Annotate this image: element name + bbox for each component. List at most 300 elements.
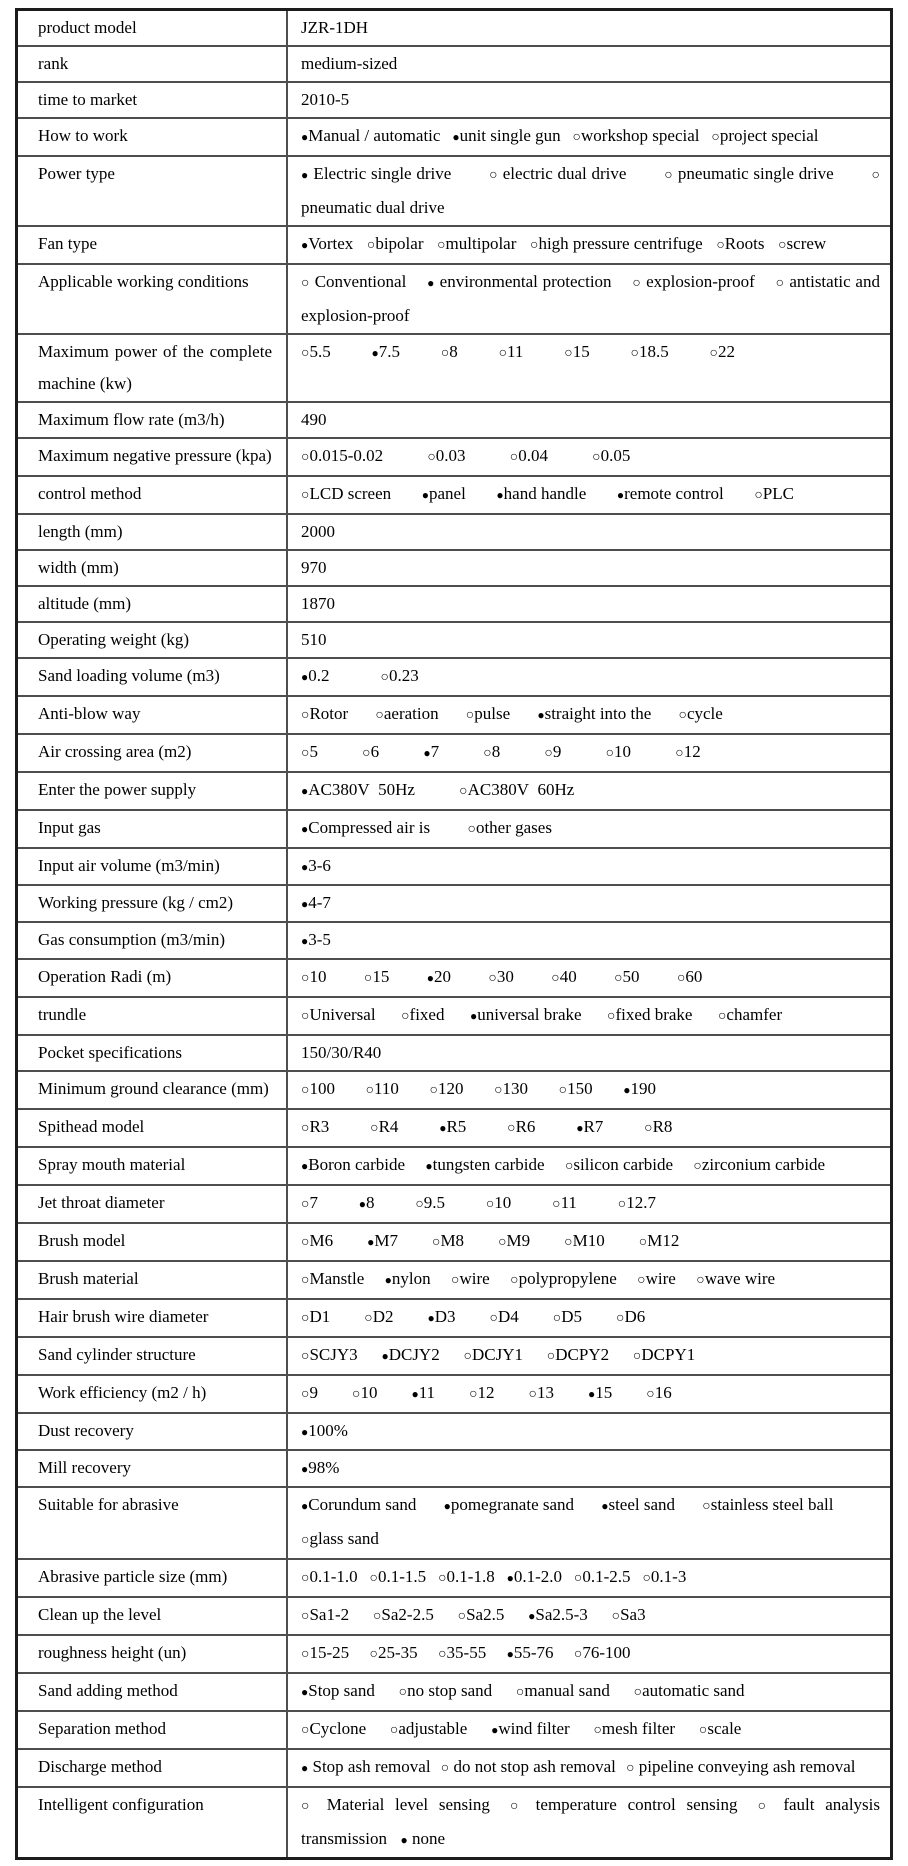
spec-label: Discharge method bbox=[17, 1749, 288, 1787]
option bbox=[626, 1757, 855, 1776]
option bbox=[576, 1111, 603, 1144]
option-label: Compressed air is bbox=[308, 818, 431, 837]
option-label: scale bbox=[707, 1719, 742, 1738]
radio-empty-icon: ○ bbox=[498, 346, 508, 361]
radio-empty-icon: ○ bbox=[369, 1571, 378, 1586]
table-row bbox=[17, 550, 892, 586]
spec-value bbox=[287, 1109, 892, 1147]
radio-filled-icon: ● bbox=[588, 1387, 596, 1401]
option-label: Sa3 bbox=[620, 1605, 646, 1624]
option bbox=[486, 1187, 511, 1221]
option-label: pipeline conveying ash removal bbox=[634, 1757, 856, 1776]
option-label: wire bbox=[459, 1269, 490, 1288]
option-label: AC380V 60Hz bbox=[467, 780, 575, 799]
option-label: fault analysis transmission bbox=[301, 1795, 881, 1848]
table-row bbox=[17, 1071, 892, 1109]
radio-empty-icon: ○ bbox=[301, 488, 310, 503]
radio-filled-icon: ● bbox=[425, 1159, 433, 1173]
spec-label: Maximum negative pressure (kpa) bbox=[17, 438, 288, 476]
option bbox=[614, 961, 639, 995]
option-label: glass sand bbox=[309, 1529, 379, 1548]
option bbox=[428, 1301, 456, 1334]
option-label: 25-35 bbox=[378, 1643, 418, 1662]
option-label: workshop special bbox=[581, 126, 700, 145]
option bbox=[633, 1339, 695, 1373]
spec-value: 2010-5 bbox=[287, 82, 892, 118]
option-label: steel sand bbox=[608, 1495, 676, 1514]
radio-filled-icon: ● bbox=[439, 1121, 447, 1135]
option-label: manual sand bbox=[524, 1681, 610, 1700]
option bbox=[606, 736, 631, 770]
radio-empty-icon: ○ bbox=[529, 238, 539, 253]
table-row bbox=[17, 1597, 892, 1635]
option-label: 120 bbox=[437, 1079, 464, 1098]
radio-empty-icon: ○ bbox=[573, 1571, 583, 1586]
radio-empty-icon: ○ bbox=[663, 168, 674, 183]
option bbox=[370, 1637, 418, 1671]
option bbox=[301, 1073, 335, 1107]
option-label: Roots bbox=[724, 234, 765, 253]
option-label: 15 bbox=[572, 342, 590, 361]
table-row bbox=[17, 1147, 892, 1185]
radio-empty-icon: ○ bbox=[558, 1083, 568, 1098]
option-label: environmental protection bbox=[434, 272, 612, 291]
option-label: R4 bbox=[378, 1117, 399, 1136]
radio-empty-icon: ○ bbox=[546, 1349, 556, 1364]
radio-empty-icon: ○ bbox=[698, 1723, 708, 1738]
option-label: straight into the bbox=[544, 704, 652, 723]
option bbox=[716, 228, 764, 262]
spec-table-body bbox=[17, 10, 892, 1859]
spec-label: Anti-blow way bbox=[17, 696, 288, 734]
table-row bbox=[17, 1375, 892, 1413]
option-label: DCPY2 bbox=[555, 1345, 610, 1364]
spec-label: rank bbox=[17, 46, 288, 82]
option bbox=[301, 698, 348, 732]
radio-empty-icon: ○ bbox=[593, 1723, 602, 1738]
option-label: 15 bbox=[372, 967, 390, 986]
option-label: 12.7 bbox=[626, 1193, 656, 1212]
option-label: 8 bbox=[491, 742, 501, 761]
spec-label: time to market bbox=[17, 82, 288, 118]
option bbox=[507, 1561, 562, 1594]
radio-empty-icon: ○ bbox=[552, 1311, 562, 1326]
option-label: R6 bbox=[515, 1117, 536, 1136]
spec-value bbox=[287, 1185, 892, 1223]
option-label: other gases bbox=[475, 818, 552, 837]
option-label: high pressure centrifuge bbox=[538, 234, 703, 253]
spec-value bbox=[287, 696, 892, 734]
radio-empty-icon: ○ bbox=[751, 1799, 773, 1814]
option bbox=[507, 1111, 535, 1145]
spec-label: Input gas bbox=[17, 810, 288, 848]
option-label: 15-25 bbox=[309, 1643, 350, 1662]
option bbox=[401, 999, 444, 1033]
option-label: chamfer bbox=[726, 1005, 783, 1024]
option bbox=[530, 228, 703, 262]
radio-empty-icon: ○ bbox=[675, 746, 684, 761]
table-row bbox=[17, 226, 892, 264]
option bbox=[464, 1339, 523, 1373]
table-row bbox=[17, 997, 892, 1035]
option bbox=[516, 1675, 610, 1709]
radio-empty-icon: ○ bbox=[544, 746, 553, 761]
radio-empty-icon: ○ bbox=[372, 1609, 382, 1624]
table-row bbox=[17, 1487, 892, 1559]
option bbox=[498, 1225, 530, 1259]
option bbox=[696, 1263, 775, 1297]
option bbox=[301, 924, 331, 957]
option bbox=[301, 1561, 358, 1595]
spec-label: Spray mouth material bbox=[17, 1147, 288, 1185]
option bbox=[459, 774, 574, 808]
table-row bbox=[17, 922, 892, 959]
option bbox=[634, 1675, 745, 1709]
table-row bbox=[17, 10, 892, 47]
option-label: stainless steel ball bbox=[710, 1495, 834, 1514]
table-row bbox=[17, 1337, 892, 1375]
option bbox=[301, 1301, 330, 1335]
spec-value bbox=[287, 1299, 892, 1337]
radio-empty-icon: ○ bbox=[488, 168, 499, 183]
option bbox=[469, 1377, 494, 1411]
option bbox=[301, 961, 326, 995]
option-label: Sa1-2 bbox=[309, 1605, 350, 1624]
radio-empty-icon: ○ bbox=[489, 1311, 498, 1326]
spec-label: Suitable for abrasive bbox=[17, 1487, 288, 1559]
option-label: nylon bbox=[391, 1269, 431, 1288]
option bbox=[301, 1452, 339, 1485]
radio-filled-icon: ● bbox=[301, 934, 309, 948]
radio-empty-icon: ○ bbox=[693, 1159, 702, 1174]
radio-empty-icon: ○ bbox=[437, 238, 446, 253]
option-label: AC380V 50Hz bbox=[308, 780, 415, 799]
radio-empty-icon: ○ bbox=[438, 1647, 447, 1662]
option-label: mesh filter bbox=[601, 1719, 676, 1738]
table-row bbox=[17, 1223, 892, 1261]
option bbox=[301, 1713, 366, 1747]
option-label: 0.015-0.02 bbox=[309, 446, 384, 465]
radio-empty-icon: ○ bbox=[301, 1009, 310, 1024]
option-label: pneumatic dual drive bbox=[301, 198, 445, 217]
spec-label: Working pressure (kg / cm2) bbox=[17, 885, 288, 922]
spec-label: Sand adding method bbox=[17, 1673, 288, 1711]
option bbox=[592, 440, 630, 474]
spec-value bbox=[287, 810, 892, 848]
option bbox=[612, 1599, 646, 1633]
option-label: 12 bbox=[683, 742, 701, 761]
option bbox=[301, 440, 383, 474]
radio-empty-icon: ○ bbox=[528, 1387, 537, 1402]
radio-empty-icon: ○ bbox=[301, 450, 310, 465]
option-label: remote control bbox=[624, 484, 724, 503]
option-label: D3 bbox=[434, 1307, 456, 1326]
option-label: 130 bbox=[502, 1079, 529, 1098]
spec-label: Brush material bbox=[17, 1261, 288, 1299]
radio-filled-icon: ● bbox=[601, 1499, 609, 1513]
spec-label: Maximum power of the complete machine (kw) bbox=[17, 334, 288, 402]
option bbox=[301, 1637, 349, 1671]
option bbox=[646, 1377, 671, 1411]
option-label: 98% bbox=[308, 1458, 340, 1477]
spec-value bbox=[287, 438, 892, 476]
option-label: 190 bbox=[630, 1079, 656, 1098]
radio-empty-icon: ○ bbox=[362, 746, 371, 761]
radio-empty-icon: ○ bbox=[398, 1685, 408, 1700]
spec-label: Separation method bbox=[17, 1711, 288, 1749]
radio-filled-icon: ● bbox=[427, 1311, 435, 1325]
option bbox=[458, 1599, 505, 1633]
radio-empty-icon: ○ bbox=[709, 346, 718, 361]
radio-empty-icon: ○ bbox=[440, 1761, 450, 1776]
option bbox=[489, 164, 627, 183]
radio-empty-icon: ○ bbox=[614, 971, 623, 986]
radio-filled-icon: ● bbox=[301, 670, 309, 684]
radio-empty-icon: ○ bbox=[375, 708, 384, 723]
radio-empty-icon: ○ bbox=[467, 822, 476, 837]
option bbox=[553, 1301, 582, 1335]
radio-filled-icon: ● bbox=[301, 1425, 309, 1439]
option bbox=[699, 1713, 741, 1747]
option bbox=[359, 1187, 375, 1220]
option-label: fixed bbox=[409, 1005, 445, 1024]
radio-filled-icon: ● bbox=[537, 708, 545, 722]
radio-empty-icon: ○ bbox=[301, 1197, 310, 1212]
option-label: aeration bbox=[383, 704, 439, 723]
table-row bbox=[17, 586, 892, 622]
radio-filled-icon: ● bbox=[301, 1462, 309, 1476]
option bbox=[564, 336, 589, 370]
option-label: 10 bbox=[360, 1383, 378, 1402]
option-label: pneumatic single drive bbox=[673, 164, 834, 183]
table-row bbox=[17, 264, 892, 334]
radio-empty-icon: ○ bbox=[301, 1571, 310, 1586]
radio-empty-icon: ○ bbox=[515, 1685, 525, 1700]
radio-empty-icon: ○ bbox=[630, 346, 639, 361]
option bbox=[529, 1377, 554, 1411]
radio-empty-icon: ○ bbox=[366, 238, 376, 253]
table-row bbox=[17, 438, 892, 476]
option bbox=[301, 1187, 318, 1221]
radio-filled-icon: ● bbox=[616, 488, 625, 502]
radio-empty-icon: ○ bbox=[498, 1235, 507, 1250]
option-label: M9 bbox=[506, 1231, 531, 1250]
option-label: automatic sand bbox=[642, 1681, 745, 1700]
option bbox=[415, 1187, 445, 1221]
spec-label: Mill recovery bbox=[17, 1450, 288, 1487]
spec-value: JZR-1DH bbox=[287, 10, 892, 47]
option-label: PLC bbox=[762, 484, 794, 503]
radio-empty-icon: ○ bbox=[509, 450, 519, 465]
option-label: Sa2-2.5 bbox=[381, 1605, 434, 1624]
option-label: 55-76 bbox=[513, 1643, 554, 1662]
spec-label: Operation Radi (m) bbox=[17, 959, 288, 997]
option-label: explosion-proof bbox=[641, 272, 755, 291]
radio-empty-icon: ○ bbox=[871, 168, 880, 183]
option bbox=[427, 440, 465, 474]
option bbox=[301, 1599, 349, 1633]
spec-label: width (mm) bbox=[17, 550, 288, 586]
option-label: 18.5 bbox=[638, 342, 669, 361]
option bbox=[301, 1339, 358, 1373]
radio-empty-icon: ○ bbox=[301, 1533, 310, 1548]
option bbox=[499, 336, 524, 370]
option bbox=[441, 1757, 616, 1776]
option-label: 22 bbox=[717, 342, 735, 361]
radio-empty-icon: ○ bbox=[370, 1121, 379, 1136]
spec-label: altitude (mm) bbox=[17, 586, 288, 622]
option bbox=[444, 1489, 574, 1522]
radio-empty-icon: ○ bbox=[632, 1349, 642, 1364]
radio-empty-icon: ○ bbox=[457, 1609, 467, 1624]
spec-value bbox=[287, 1261, 892, 1299]
option bbox=[618, 1187, 656, 1221]
option bbox=[574, 1637, 631, 1671]
option-label: 12 bbox=[477, 1383, 495, 1402]
table-row bbox=[17, 1299, 892, 1337]
spec-value bbox=[287, 997, 892, 1035]
radio-filled-icon: ● bbox=[371, 346, 379, 360]
option bbox=[301, 164, 451, 183]
radio-empty-icon: ○ bbox=[463, 1349, 472, 1364]
option bbox=[565, 1149, 673, 1183]
option bbox=[467, 812, 551, 846]
radio-empty-icon: ○ bbox=[494, 1083, 503, 1098]
table-row bbox=[17, 1749, 892, 1787]
radio-empty-icon: ○ bbox=[702, 1499, 711, 1514]
option-label: R8 bbox=[652, 1117, 673, 1136]
option-label: 11 bbox=[418, 1383, 436, 1402]
radio-filled-icon: ● bbox=[443, 1499, 451, 1513]
radio-empty-icon: ○ bbox=[616, 1311, 625, 1326]
option bbox=[301, 120, 440, 153]
option-label: Stop sand bbox=[308, 1681, 375, 1700]
radio-filled-icon: ● bbox=[301, 1685, 309, 1699]
radio-empty-icon: ○ bbox=[301, 1723, 310, 1738]
spec-label: Fan type bbox=[17, 226, 288, 264]
option bbox=[301, 1795, 490, 1814]
spec-value bbox=[287, 1559, 892, 1597]
radio-empty-icon: ○ bbox=[351, 1387, 361, 1402]
table-row bbox=[17, 696, 892, 734]
option-label: hand handle bbox=[503, 484, 587, 503]
option bbox=[301, 228, 353, 261]
option-label: 76-100 bbox=[582, 1643, 631, 1662]
option-label: DCPY1 bbox=[641, 1345, 696, 1364]
radio-empty-icon: ○ bbox=[301, 1235, 310, 1250]
option bbox=[381, 660, 419, 694]
option-label: Cyclone bbox=[309, 1719, 367, 1738]
spec-label: Spithead model bbox=[17, 1109, 288, 1147]
option-label: 10 bbox=[494, 1193, 512, 1212]
radio-empty-icon: ○ bbox=[485, 1197, 495, 1212]
radio-empty-icon: ○ bbox=[564, 1235, 573, 1250]
radio-empty-icon: ○ bbox=[389, 1723, 399, 1738]
spec-value: 2000 bbox=[287, 514, 892, 550]
radio-empty-icon: ○ bbox=[696, 1273, 705, 1288]
option-label: M7 bbox=[374, 1231, 398, 1250]
option-label: D6 bbox=[624, 1307, 646, 1326]
table-row bbox=[17, 1450, 892, 1487]
option-label: no stop sand bbox=[407, 1681, 493, 1700]
option bbox=[301, 272, 406, 291]
option-label: 3-6 bbox=[308, 856, 331, 875]
option-label: 0.1-1.0 bbox=[309, 1567, 358, 1586]
radio-filled-icon: ● bbox=[358, 1197, 367, 1211]
option-label: LCD screen bbox=[309, 484, 392, 503]
option bbox=[381, 1339, 439, 1372]
spec-value bbox=[287, 1337, 892, 1375]
option-label: Conventional bbox=[309, 272, 407, 291]
option-label: temperature control sensing bbox=[524, 1795, 738, 1814]
option-label: polypropylene bbox=[518, 1269, 617, 1288]
option-label: 100 bbox=[309, 1079, 335, 1098]
radio-empty-icon: ○ bbox=[611, 1609, 621, 1624]
radio-empty-icon: ○ bbox=[778, 238, 787, 253]
option-label: 0.05 bbox=[600, 446, 631, 465]
option bbox=[710, 336, 735, 370]
option bbox=[617, 478, 724, 511]
spec-value bbox=[287, 1487, 892, 1559]
option bbox=[301, 1263, 364, 1297]
option bbox=[588, 1377, 612, 1410]
radio-filled-icon: ● bbox=[421, 488, 429, 502]
option bbox=[385, 1263, 431, 1296]
spec-label: Clean up the level bbox=[17, 1597, 288, 1635]
spec-value bbox=[287, 1147, 892, 1185]
option bbox=[639, 1225, 680, 1259]
radio-empty-icon: ○ bbox=[301, 1311, 310, 1326]
option bbox=[301, 1225, 333, 1259]
option-label: pomegranate sand bbox=[450, 1495, 575, 1514]
table-row bbox=[17, 1673, 892, 1711]
option-label: Universal bbox=[309, 1005, 376, 1024]
spec-value bbox=[287, 118, 892, 156]
option bbox=[778, 228, 826, 262]
radio-empty-icon: ○ bbox=[427, 450, 436, 465]
table-row bbox=[17, 1185, 892, 1223]
radio-empty-icon: ○ bbox=[754, 488, 763, 503]
spec-value bbox=[287, 885, 892, 922]
option-label: SCJY3 bbox=[309, 1345, 358, 1364]
option bbox=[664, 164, 834, 183]
radio-filled-icon: ● bbox=[469, 1009, 478, 1023]
spec-value bbox=[287, 1711, 892, 1749]
radio-filled-icon: ● bbox=[301, 130, 309, 144]
spec-value bbox=[287, 1673, 892, 1711]
option bbox=[491, 1713, 570, 1746]
spec-value: 150/30/R40 bbox=[287, 1035, 892, 1071]
spec-value bbox=[287, 959, 892, 997]
option bbox=[373, 1599, 434, 1633]
spec-label: How to work bbox=[17, 118, 288, 156]
option-label: 110 bbox=[374, 1079, 399, 1098]
option-label: screw bbox=[786, 234, 827, 253]
table-row bbox=[17, 622, 892, 658]
option bbox=[301, 736, 318, 770]
table-row bbox=[17, 1711, 892, 1749]
option-label: Electric single drive bbox=[308, 164, 452, 183]
radio-empty-icon: ○ bbox=[638, 1235, 648, 1250]
spec-value: medium-sized bbox=[287, 46, 892, 82]
spec-label: Enter the power supply bbox=[17, 772, 288, 810]
radio-empty-icon: ○ bbox=[429, 1083, 438, 1098]
option-label: 35-55 bbox=[446, 1643, 487, 1662]
option bbox=[439, 1111, 466, 1144]
radio-empty-icon: ○ bbox=[438, 1571, 447, 1586]
option-label: 0.1-2.0 bbox=[513, 1567, 563, 1586]
spec-label: trundle bbox=[17, 997, 288, 1035]
